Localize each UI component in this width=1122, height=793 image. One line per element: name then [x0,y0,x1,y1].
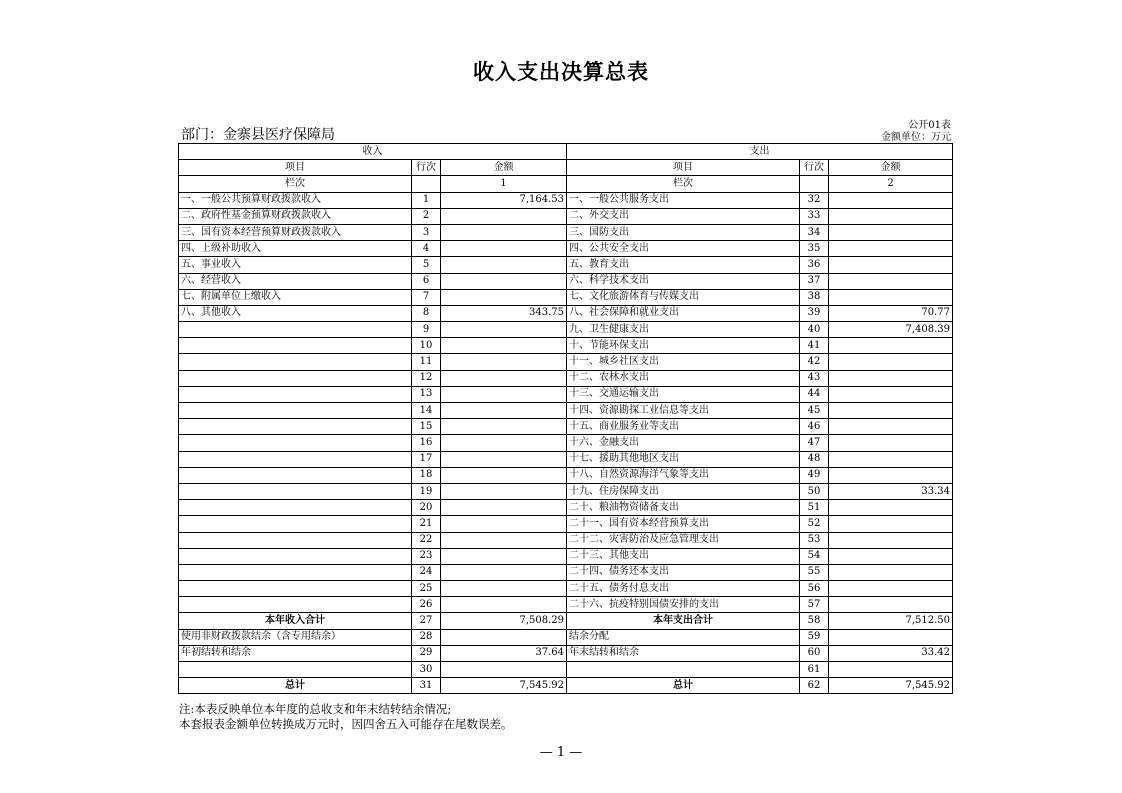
expense-item-cell: 十六、金融支出 [567,435,800,451]
expense-section-header: 支出 [567,144,953,160]
expense-amount-cell [829,289,953,305]
table-row [179,370,953,386]
income-amount-header: 金额 [441,160,567,176]
empty-cell [800,176,829,192]
expense-rowno-cell: 44 [800,386,829,402]
table-row [179,500,953,516]
expense-amount-cell [829,273,953,289]
expense-rowno-header: 行次 [800,160,829,176]
expense-rowno-cell: 57 [800,597,829,613]
expense-rowno-cell: 51 [800,500,829,516]
expense-column-label: 栏次 [567,176,800,192]
expense-amount-cell [829,629,953,645]
income-rowno-cell: 9 [412,322,441,338]
table-row [179,419,953,435]
income-amount-cell [441,564,567,580]
table-row [179,354,953,370]
income-rowno-header: 行次 [412,160,441,176]
income-rowno-cell: 12 [412,370,441,386]
income-item-cell: 本年收入合计 [179,613,412,629]
expense-amount-cell [829,257,953,273]
expense-amount-cell [829,435,953,451]
income-item-cell [179,532,412,548]
income-amount-cell [441,451,567,467]
expense-item-cell: 年末结转和结余 [567,645,800,661]
table-row [179,548,953,564]
income-rowno-cell: 28 [412,629,441,645]
expense-rowno-cell: 33 [800,208,829,224]
table-row [179,241,953,257]
expense-amount-header: 金额 [829,160,953,176]
expense-item-cell: 二、外交支出 [567,208,800,224]
income-item-cell [179,419,412,435]
unit-label: 金额单位：万元 [881,132,951,143]
income-amount-cell [441,208,567,224]
expense-amount-cell [829,224,953,240]
income-amount-cell [441,597,567,613]
expense-amount-cell [829,192,953,208]
table-row [179,597,953,613]
income-item-cell [179,451,412,467]
income-item-cell: 七、附属单位上缴收入 [179,289,412,305]
income-item-cell [179,467,412,483]
table-row [179,483,953,499]
income-item-cell: 二、政府性基金预算财政拨款收入 [179,208,412,224]
income-amount-cell [441,338,567,354]
expense-item-cell: 九、卫生健康支出 [567,322,800,338]
income-rowno-cell: 7 [412,289,441,305]
expense-rowno-cell: 58 [800,613,829,629]
income-rowno-cell: 15 [412,419,441,435]
table-row [179,224,953,240]
income-item-cell: 使用非财政拨款结余（含专用结余） [179,629,412,645]
income-rowno-cell: 6 [412,273,441,289]
expense-amount-cell: 33.42 [829,645,953,661]
expense-rowno-cell: 56 [800,581,829,597]
department-label: 部门：金寨县医疗保障局 [181,127,335,143]
income-rowno-cell: 17 [412,451,441,467]
income-rowno-cell: 4 [412,241,441,257]
income-amount-cell [441,403,567,419]
expense-rowno-cell: 42 [800,354,829,370]
income-item-cell [179,370,412,386]
expense-rowno-cell: 61 [800,662,829,678]
expense-item-cell [567,662,800,678]
form-code: 公开01表 [908,120,951,131]
expense-rowno-cell: 48 [800,451,829,467]
income-rowno-cell: 24 [412,564,441,580]
income-amount-cell [441,386,567,402]
income-rowno-cell: 2 [412,208,441,224]
income-item-cell [179,354,412,370]
income-amount-cell [441,500,567,516]
expense-rowno-cell: 46 [800,419,829,435]
income-amount-cell: 7,508.29 [441,613,567,629]
income-rowno-cell: 11 [412,354,441,370]
table-row [179,192,953,208]
expense-item-cell: 结余分配 [567,629,800,645]
income-item-cell [179,338,412,354]
income-amount-cell [441,370,567,386]
expense-rowno-cell: 60 [800,645,829,661]
expense-item-cell: 二十四、债务还本支出 [567,564,800,580]
income-rowno-cell: 1 [412,192,441,208]
table-header-row-section [179,144,953,160]
expense-rowno-cell: 52 [800,516,829,532]
expense-amount-cell [829,208,953,224]
income-amount-cell [441,516,567,532]
income-amount-cell [441,289,567,305]
footnote-line-1: 注:本表反映单位本年度的总收支和年末结转结余情况; [179,702,452,716]
income-rowno-cell: 16 [412,435,441,451]
expense-amount-cell: 7,408.39 [829,322,953,338]
income-item-cell [179,564,412,580]
income-amount-cell: 7,164.53 [441,192,567,208]
income-rowno-cell: 3 [412,224,441,240]
footnote-line-2: 本套报表金额单位转换成万元时，因四舍五入可能存在尾数误差。 [179,717,513,731]
income-item-cell [179,581,412,597]
table-row [179,338,953,354]
expense-amount-cell [829,581,953,597]
table-row [179,564,953,580]
income-amount-cell [441,354,567,370]
expense-rowno-cell: 40 [800,322,829,338]
table-row [179,386,953,402]
income-rowno-cell: 25 [412,581,441,597]
expense-item-cell: 六、科学技术支出 [567,273,800,289]
table-row [179,581,953,597]
expense-item-cell: 二十六、抗疫特别国债安排的支出 [567,597,800,613]
footnote [179,702,513,732]
table-row [179,305,953,321]
expense-rowno-cell: 39 [800,305,829,321]
income-amount-cell: 343.75 [441,305,567,321]
income-rowno-cell: 19 [412,483,441,499]
income-amount-cell [441,548,567,564]
expense-amount-cell [829,548,953,564]
income-expense-table [178,143,953,694]
income-item-cell: 年初结转和结余 [179,645,412,661]
income-rowno-cell: 27 [412,613,441,629]
income-amount-cell [441,581,567,597]
table-row [179,322,953,338]
table-row [179,645,953,661]
expense-amount-cell [829,516,953,532]
income-item-cell [179,662,412,678]
expense-rowno-cell: 49 [800,467,829,483]
expense-rowno-cell: 53 [800,532,829,548]
income-item-cell: 五、事业收入 [179,257,412,273]
table-body [179,192,953,694]
income-rowno-cell: 30 [412,662,441,678]
table-row [179,532,953,548]
income-amount-cell [441,435,567,451]
expense-amount-cell [829,597,953,613]
income-item-cell [179,500,412,516]
expense-amount-cell [829,419,953,435]
income-amount-cell [441,629,567,645]
expense-amount-cell [829,386,953,402]
table-row [179,629,953,645]
expense-rowno-cell: 36 [800,257,829,273]
expense-item-cell: 二十一、国有资本经营预算支出 [567,516,800,532]
income-item-cell: 三、国有资本经营预算财政拨款收入 [179,224,412,240]
expense-column-number: 2 [829,176,953,192]
expense-amount-cell [829,564,953,580]
expense-item-cell: 十五、商业服务业等支出 [567,419,800,435]
table-row [179,451,953,467]
expense-amount-cell [829,662,953,678]
table-row [179,467,953,483]
income-rowno-cell: 26 [412,597,441,613]
table-row [179,435,953,451]
expense-item-cell: 二十三、其他支出 [567,548,800,564]
page-title: 收入支出决算总表 [473,60,649,84]
expense-amount-cell: 70.77 [829,305,953,321]
expense-item-header: 项目 [567,160,800,176]
expense-amount-cell [829,451,953,467]
income-amount-cell [441,532,567,548]
table-row [179,289,953,305]
expense-amount-cell [829,500,953,516]
income-rowno-cell: 13 [412,386,441,402]
income-rowno-cell: 23 [412,548,441,564]
expense-amount-cell [829,338,953,354]
expense-rowno-cell: 47 [800,435,829,451]
expense-item-cell: 五、教育支出 [567,257,800,273]
expense-item-cell: 三、国防支出 [567,224,800,240]
expense-item-cell: 二十、粮油物资储备支出 [567,500,800,516]
expense-rowno-cell: 50 [800,483,829,499]
expense-item-cell: 十二、农林水支出 [567,370,800,386]
expense-item-cell: 十三、交通运输支出 [567,386,800,402]
income-column-number: 1 [441,176,567,192]
income-amount-cell [441,467,567,483]
income-section-header: 收入 [179,144,567,160]
income-rowno-cell: 5 [412,257,441,273]
expense-item-cell: 总计 [567,678,800,694]
expense-item-cell: 八、社会保障和就业支出 [567,305,800,321]
table-row [179,208,953,224]
expense-item-cell: 七、文化旅游体育与传媒支出 [567,289,800,305]
income-item-cell: 八、其他收入 [179,305,412,321]
income-item-cell [179,386,412,402]
expense-rowno-cell: 32 [800,192,829,208]
income-item-cell [179,597,412,613]
income-rowno-cell: 29 [412,645,441,661]
expense-amount-cell [829,241,953,257]
expense-rowno-cell: 62 [800,678,829,694]
income-amount-cell [441,224,567,240]
table-row [179,613,953,629]
income-item-cell: 一、一般公共预算财政拨款收入 [179,192,412,208]
income-rowno-cell: 22 [412,532,441,548]
table-header-row-columns [179,160,953,176]
income-rowno-cell: 18 [412,467,441,483]
expense-rowno-cell: 54 [800,548,829,564]
expense-item-cell: 十七、援助其他地区支出 [567,451,800,467]
income-item-cell: 六、经营收入 [179,273,412,289]
expense-item-cell: 本年支出合计 [567,613,800,629]
income-amount-cell: 7,545.92 [441,678,567,694]
income-rowno-cell: 31 [412,678,441,694]
table-row [179,257,953,273]
income-amount-cell: 37.64 [441,645,567,661]
expense-rowno-cell: 34 [800,224,829,240]
expense-item-cell: 二十二、灾害防治及应急管理支出 [567,532,800,548]
income-amount-cell [441,483,567,499]
expense-item-cell: 十四、资源勘探工业信息等支出 [567,403,800,419]
expense-item-cell: 一、一般公共服务支出 [567,192,800,208]
table-header-row-colno [179,176,953,192]
page-number: — 1 — [539,745,583,760]
expense-rowno-cell: 59 [800,629,829,645]
income-rowno-cell: 8 [412,305,441,321]
expense-amount-cell [829,532,953,548]
table-row [179,403,953,419]
income-item-cell [179,516,412,532]
income-rowno-cell: 14 [412,403,441,419]
expense-amount-cell [829,467,953,483]
income-item-cell: 总计 [179,678,412,694]
expense-rowno-cell: 55 [800,564,829,580]
expense-amount-cell: 7,545.92 [829,678,953,694]
income-amount-cell [441,322,567,338]
expense-item-cell: 二十五、债务付息支出 [567,581,800,597]
income-rowno-cell: 20 [412,500,441,516]
expense-rowno-cell: 43 [800,370,829,386]
expense-amount-cell [829,370,953,386]
table-row [179,273,953,289]
expense-amount-cell [829,354,953,370]
expense-rowno-cell: 41 [800,338,829,354]
table-row [179,678,953,694]
expense-item-cell: 四、公共安全支出 [567,241,800,257]
income-rowno-cell: 21 [412,516,441,532]
income-column-label: 栏次 [179,176,412,192]
income-rowno-cell: 10 [412,338,441,354]
expense-item-cell: 十、节能环保支出 [567,338,800,354]
income-amount-cell [441,273,567,289]
income-item-cell: 四、上级补助收入 [179,241,412,257]
expense-item-cell: 十九、住房保障支出 [567,483,800,499]
expense-amount-cell [829,403,953,419]
income-item-cell [179,435,412,451]
expense-rowno-cell: 38 [800,289,829,305]
income-item-cell [179,483,412,499]
income-item-cell [179,322,412,338]
income-amount-cell [441,241,567,257]
income-amount-cell [441,662,567,678]
expense-item-cell: 十一、城乡社区支出 [567,354,800,370]
expense-rowno-cell: 35 [800,241,829,257]
income-item-header: 项目 [179,160,412,176]
income-amount-cell [441,257,567,273]
expense-rowno-cell: 45 [800,403,829,419]
table-row [179,516,953,532]
income-amount-cell [441,419,567,435]
expense-item-cell: 十八、自然资源海洋气象等支出 [567,467,800,483]
table-row [179,662,953,678]
expense-rowno-cell: 37 [800,273,829,289]
expense-amount-cell: 7,512.50 [829,613,953,629]
empty-cell [412,176,441,192]
expense-amount-cell: 33.34 [829,483,953,499]
income-item-cell [179,403,412,419]
income-item-cell [179,548,412,564]
